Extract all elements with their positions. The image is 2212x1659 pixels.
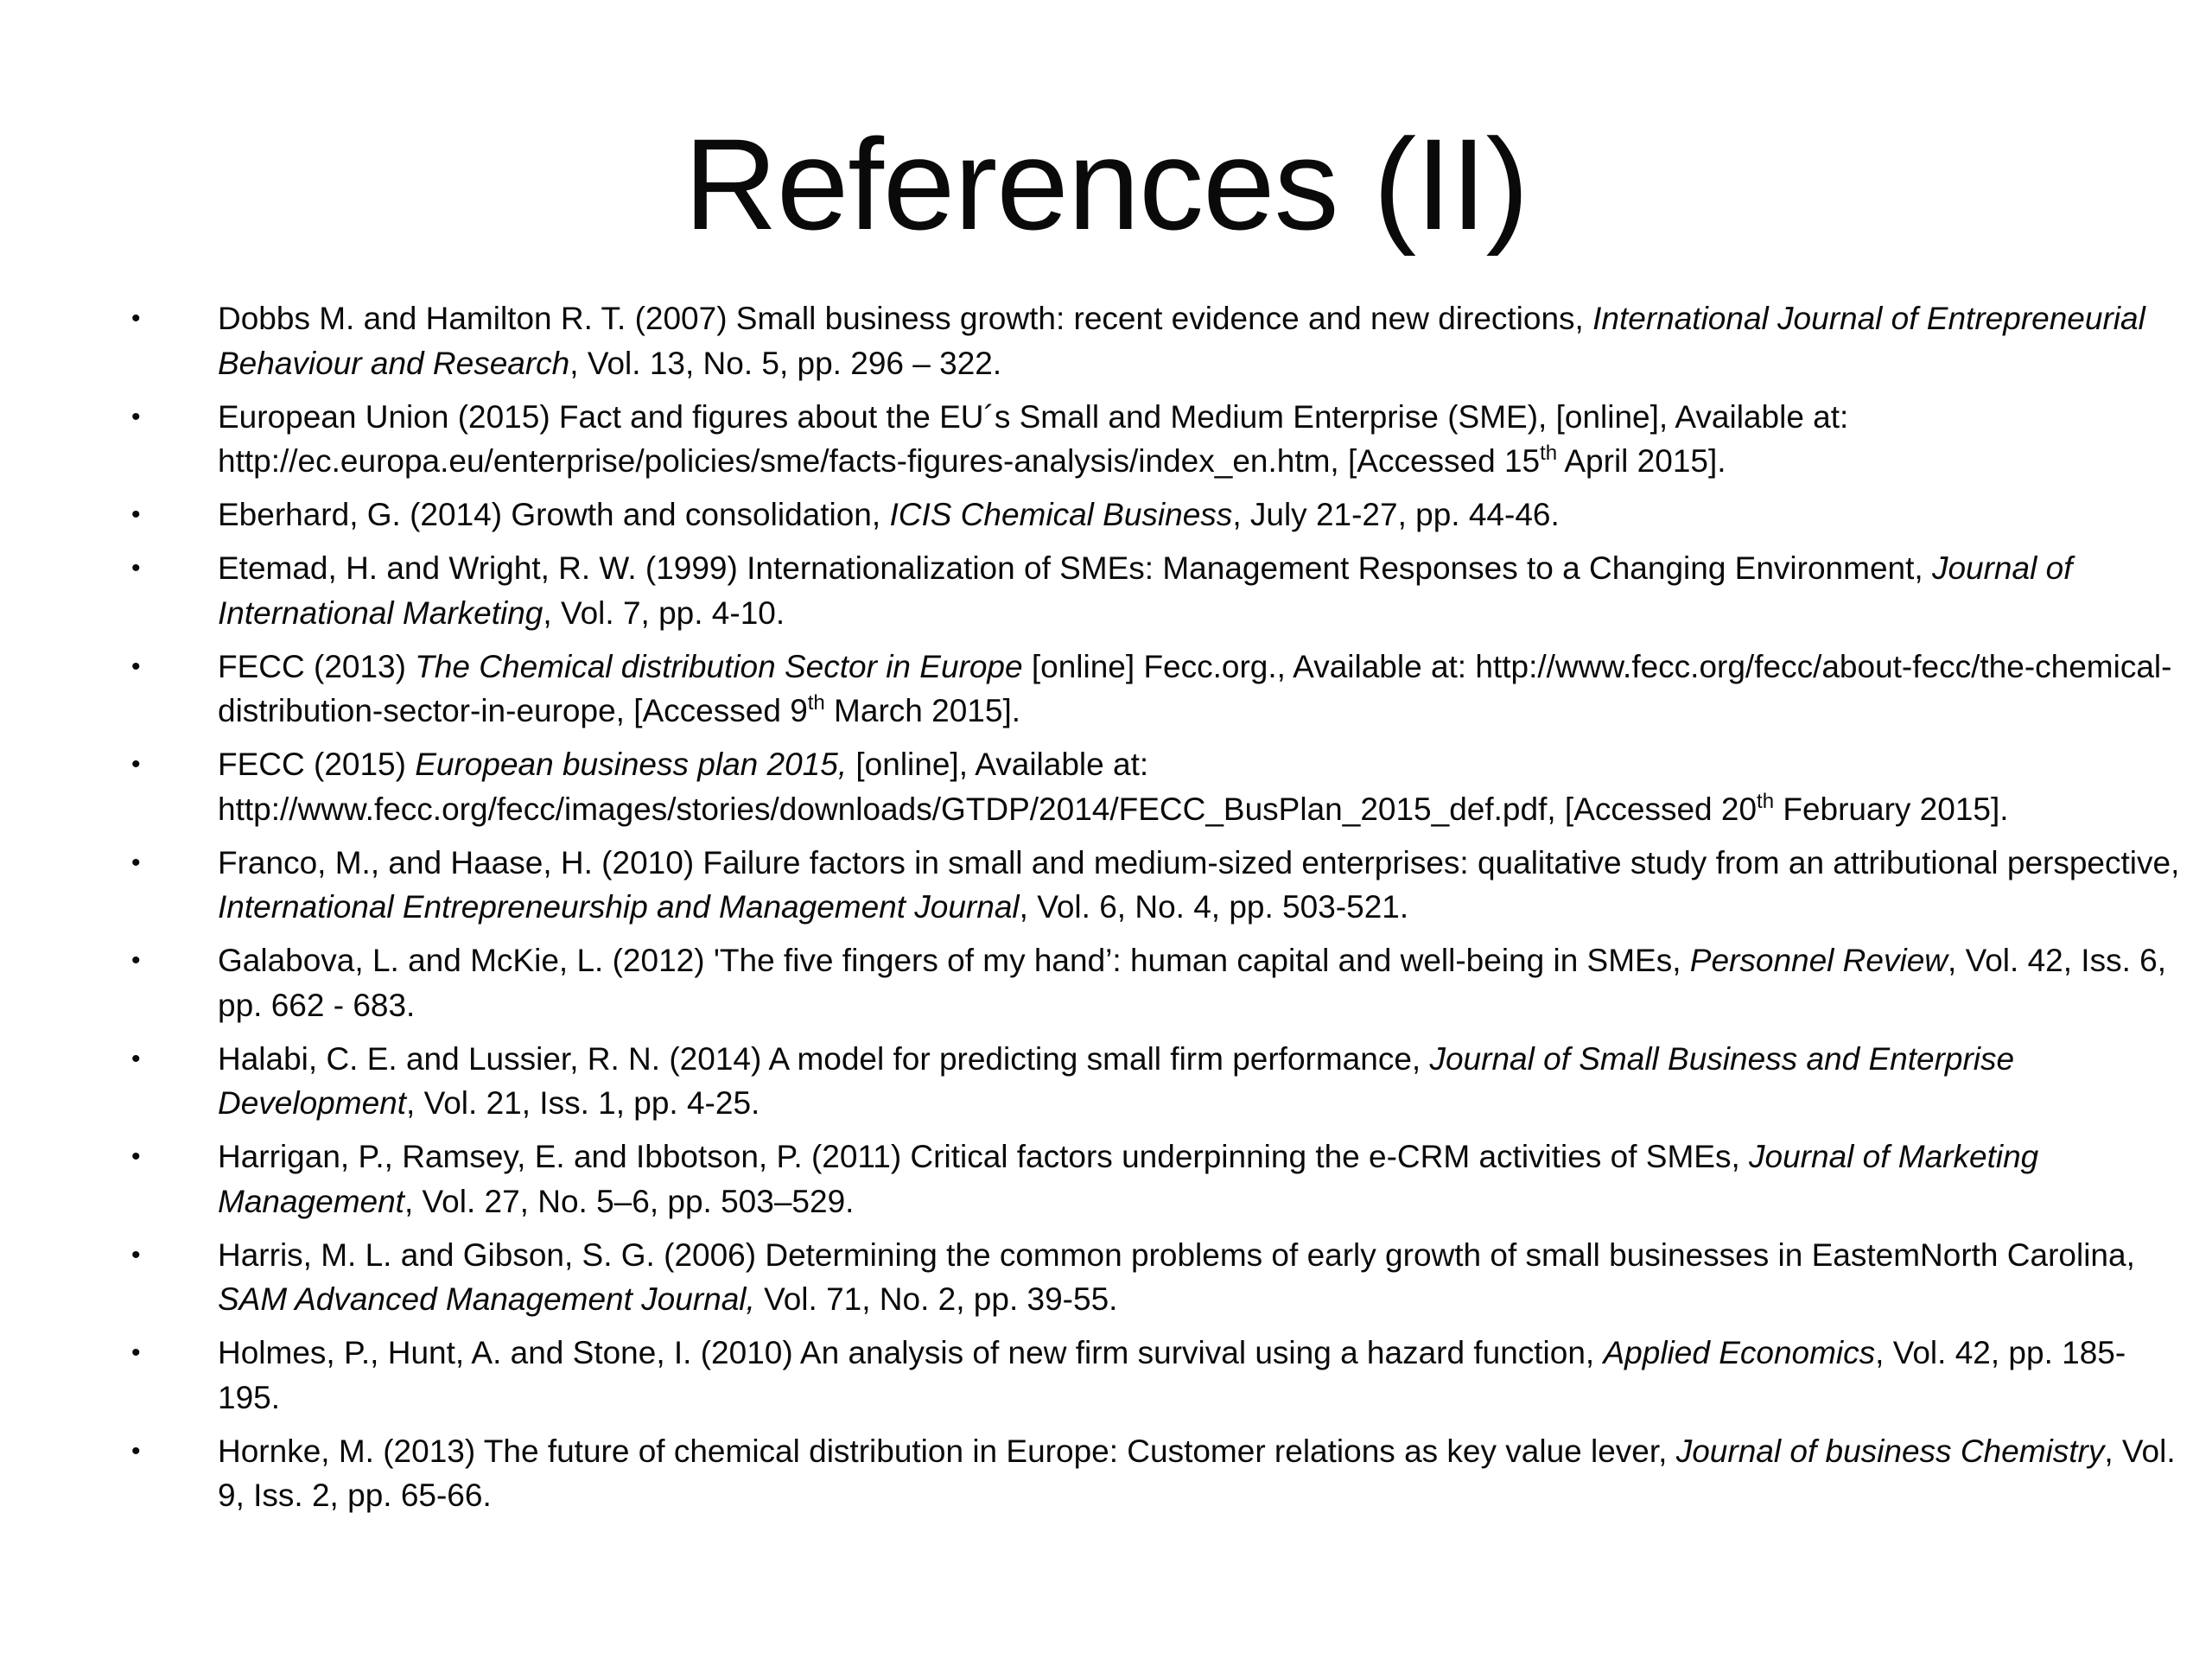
bullet-icon: • [131, 946, 141, 975]
reference-list [0, 296, 2212, 1527]
publication-title: International Entrepreneurship and Management Journal [218, 889, 1020, 925]
publication-title: European business plan 2015, [415, 747, 848, 782]
reference-segment: Galabova, L. and McKie, L. (2012) 'The five fingers of my hand’: human capital and well-being in SMEs, [218, 943, 1690, 978]
reference-text [218, 1433, 2176, 1514]
reference-item [0, 493, 2212, 537]
reference-segment: , July 21-27, pp. 44-46. [1232, 497, 1560, 532]
bullet-icon: • [131, 750, 141, 779]
reference-segment: , Vol. 6, No. 4, pp. 503-521. [1019, 889, 1409, 925]
reference-segment: , Vol. 7, pp. 4-10. [543, 594, 785, 631]
reference-segment: FECC (2015) [218, 747, 416, 782]
reference-segment: Halabi, C. E. and Lussier, R. N. (2014) A model for predicting small firm performance, [218, 1040, 1430, 1077]
reference-segment: , Vol. 42, Iss. 6, pp. 662 - 683. [218, 943, 2166, 1023]
reference-segment: [online], Available at: http://www.fecc.org/fecc/images/stories/downloads/GTDP/2014/FECC_BusPlan_2015_def.pdf, [Accessed 20 [218, 747, 1758, 827]
reference-segment: , Vol. 27, No. 5–6, pp. 503–529. [404, 1183, 855, 1219]
reference-item [0, 742, 2212, 831]
ordinal-suffix: th [1540, 442, 1558, 465]
reference-segment: Dobbs M. and Hamilton R. T. (2007) Small business growth: recent evidence and new directions, [218, 301, 1593, 336]
reference-item [0, 1037, 2212, 1126]
reference-item [0, 841, 2212, 930]
publication-title: ICIS Chemical Business [889, 497, 1233, 532]
reference-segment: FECC (2013) [218, 648, 416, 684]
reference-segment: European Union (2015) Fact and figures about the EU´s Small and Medium Enterprise (SME), [online], Available at: http://ec.europa.eu/enterprise/policies/sme/facts-figures-analysis/index_en.htm, [Accessed 15 [218, 398, 1849, 479]
bullet-icon: • [131, 1142, 141, 1171]
reference-text [218, 1237, 2135, 1318]
publication-title: International Journal of Entrepreneurial Behaviour and Research [218, 301, 2145, 381]
reference-segment: , Vol. 42, pp. 185-195. [218, 1335, 2126, 1415]
reference-segment: March 2015]. [824, 693, 1021, 728]
reference-item [0, 1429, 2212, 1518]
bullet-icon: • [131, 1338, 141, 1367]
ordinal-suffix: th [1757, 789, 1775, 813]
reference-text [218, 845, 2179, 925]
publication-title: Journal of Marketing Management [218, 1139, 2039, 1219]
bullet-icon: • [131, 652, 141, 681]
publication-title: Journal of International Marketing [218, 550, 2073, 631]
reference-text [218, 1041, 2014, 1122]
reference-item [0, 546, 2212, 635]
reference-segment: Harris, M. L. and Gibson, S. G. (2006) Determining the common problems of early growth of small businesses in EastemNorth Carolina, [218, 1236, 2135, 1273]
bullet-icon: • [131, 402, 141, 431]
reference-segment: Etemad, H. and Wright, R. W. (1999) Internationalization of SMEs: Management Responses to a Changing Environment, [218, 550, 1932, 586]
slide-title: References (II) [683, 111, 1529, 257]
reference-item [0, 1331, 2212, 1420]
publication-title: The Chemical distribution Sector in Europe [415, 648, 1023, 684]
reference-segment: , Vol. 13, No. 5, pp. 296 – 322. [569, 345, 1002, 381]
reference-text [218, 301, 2145, 381]
reference-segment: Vol. 71, No. 2, pp. 39-55. [754, 1281, 1118, 1317]
reference-segment: Harrigan, P., Ramsey, E. and Ibbotson, P. (2011) Critical factors underpinning the e-CRM activities of SMEs, [218, 1139, 1750, 1174]
reference-item [0, 296, 2212, 385]
reference-text [218, 1335, 2126, 1415]
reference-item [0, 938, 2212, 1027]
reference-segment: [online] Fecc.org., Available at: http://www.fecc.org/fecc/about-fecc/the-chemical-distribution-sector-in-europe, [Accessed 9 [218, 648, 2172, 728]
ordinal-suffix: th [807, 691, 825, 715]
reference-segment: , Vol. 9, Iss. 2, pp. 65-66. [218, 1433, 2176, 1513]
reference-item [0, 1135, 2212, 1224]
reference-text [218, 399, 1848, 480]
reference-text [218, 649, 2171, 729]
reference-text [218, 943, 2166, 1023]
bullet-icon: • [131, 500, 141, 529]
reference-text [218, 1139, 2038, 1219]
reference-text [218, 497, 1560, 532]
publication-title: Personnel Review [1689, 943, 1948, 978]
reference-segment: , Vol. 21, Iss. 1, pp. 4-25. [406, 1085, 760, 1121]
publication-title: Journal of business Chemistry [1675, 1433, 2105, 1469]
bullet-icon: • [131, 554, 141, 582]
reference-segment: Hornke, M. (2013) The future of chemical distribution in Europe: Customer relations as key value lever, [218, 1433, 1676, 1469]
bullet-icon: • [131, 304, 141, 333]
publication-title: Applied Economics [1603, 1335, 1876, 1370]
reference-text [218, 550, 2072, 631]
publication-title: Journal of Small Business and Enterprise Development [218, 1040, 2015, 1121]
publication-title: SAM Advanced Management Journal, [218, 1281, 755, 1317]
reference-item [0, 1233, 2212, 1322]
reference-text [218, 747, 2009, 827]
reference-segment: Holmes, P., Hunt, A. and Stone, I. (2010) An analysis of new firm survival using a hazard function, [218, 1335, 1604, 1370]
reference-item [0, 395, 2212, 484]
reference-item [0, 645, 2212, 734]
reference-segment: Eberhard, G. (2014) Growth and consolidation, [218, 497, 890, 532]
bullet-icon: • [131, 1044, 141, 1073]
bullet-icon: • [131, 1240, 141, 1269]
reference-segment: Franco, M., and Haase, H. (2010) Failure factors in small and medium-sized enterprises: qualitative study from an attributional perspective, [218, 844, 2180, 880]
bullet-icon: • [131, 1436, 141, 1465]
reference-segment: April 2015]. [1557, 443, 1726, 479]
bullet-icon: • [131, 848, 141, 877]
reference-segment: February 2015]. [1774, 791, 2009, 827]
